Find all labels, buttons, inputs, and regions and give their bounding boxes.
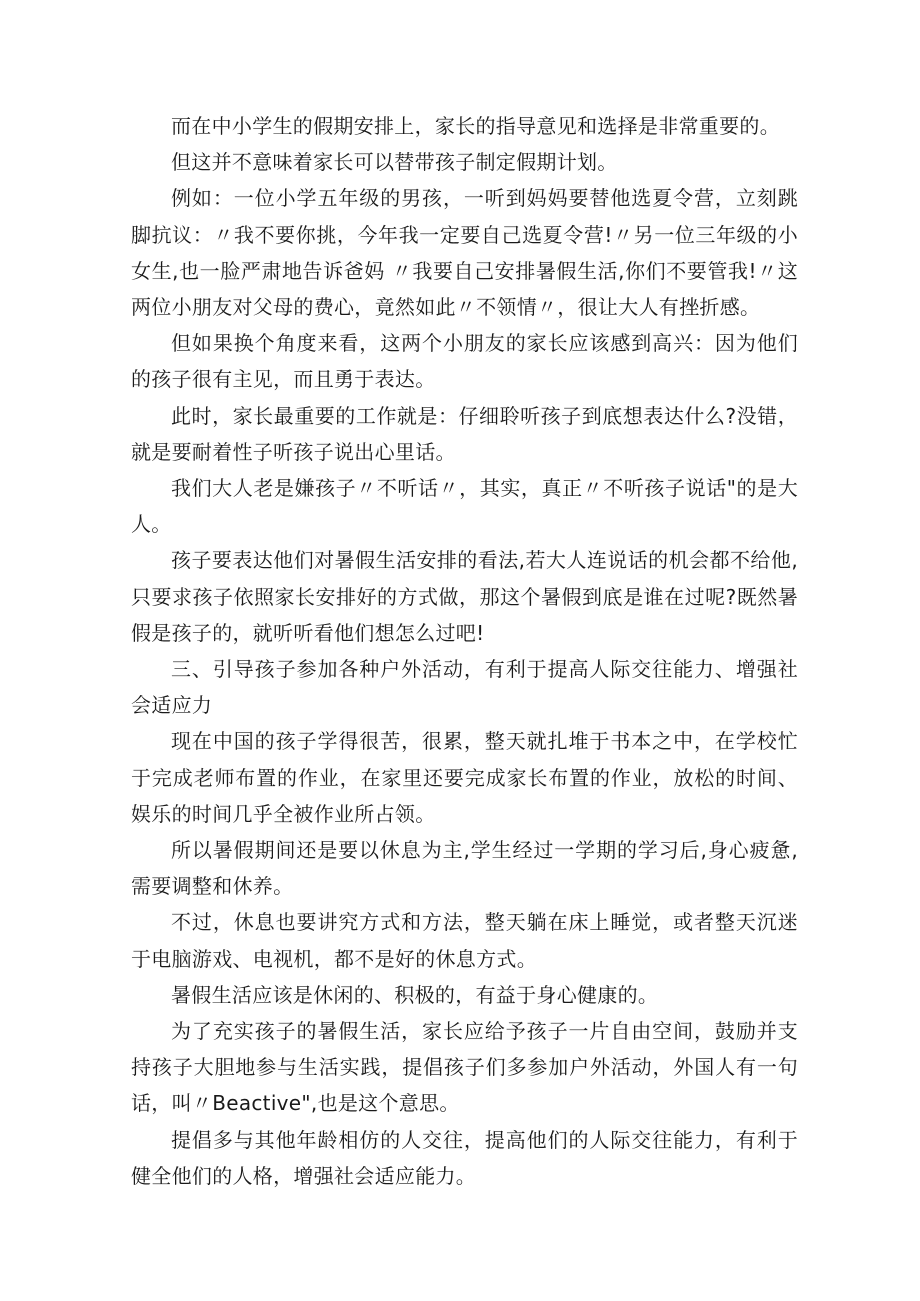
paragraph: 现在中国的孩子学得很苦，很累，整天就扎堆于书本之中，在学校忙于完成老师布置的作业，在家里还要完成家长布置的作业，放松的时间、娱乐的时间几乎全被作业所占领。	[131, 729, 798, 826]
paragraph: 但这并不意味着家长可以替带孩子制定假期计划。	[171, 150, 618, 175]
paragraph: 而在中小学生的假期安排上，家长的指导意见和选择是非常重要的。	[171, 114, 780, 138]
document-body	[131, 108, 798, 1194]
section-heading: 三、引导孩子参加各种户外活动，有利于提高人际交往能力、增强社会适应力	[131, 657, 798, 718]
paragraph: 孩子要表达他们对暑假生活安排的看法,若大人连说话的机会都不给他,只要求孩子依照家长安排好的方式做，那这个暑假到底是谁在过呢?既然暑假是孩子的，就听听看他们想怎么过吧!	[131, 548, 798, 645]
paragraph: 此时，家长最重要的工作就是：仔细聆听孩子到底想表达什么?没错，就是要耐着性子听孩子说出心里话。	[131, 403, 798, 464]
paragraph: 例如：一位小学五年级的男孩，一听到妈妈要替他选夏令营，立刻跳脚抗议：〃我不要你挑，今年我一定要自己选夏令营!〃另一位三年级的小女生,也一脸严肃地告诉爸妈 〃我要自己安排暑假生活,你们不要管我!〃这两位小朋友对父母的费心，竟然如此〃不领情〃，很让大人有挫折感。	[131, 186, 798, 320]
paragraph: 提倡多与其他年龄相仿的人交往，提高他们的人际交往能力，有利于健全他们的人格，增强社会适应能力。	[131, 1127, 798, 1188]
paragraph: 所以暑假期间还是要以休息为主,学生经过一学期的学习后,身心疲惫,需要调整和休养。	[131, 838, 798, 899]
paragraph: 为了充实孩子的暑假生活，家长应给予孩子一片自由空间，鼓励并支持孩子大胆地参与生活实践，提倡孩子们多参加户外活动，外国人有一句话，叫〃Beactive",也是这个意思。	[131, 1019, 798, 1116]
paragraph: 不过，休息也要讲究方式和方法，整天躺在床上睡觉，或者整天沉迷于电脑游戏、电视机，都不是好的休息方式。	[131, 910, 798, 971]
paragraph: 暑假生活应该是休闲的、积极的，有益于身心健康的。	[171, 982, 659, 1007]
paragraph: 但如果换个角度来看，这两个小朋友的家长应该感到高兴：因为他们的孩子很有主见，而且勇于表达。	[131, 331, 798, 392]
paragraph: 我们大人老是嫌孩子〃不听话〃，其实，真正〃不听孩子说话"的是大人。	[131, 476, 798, 537]
